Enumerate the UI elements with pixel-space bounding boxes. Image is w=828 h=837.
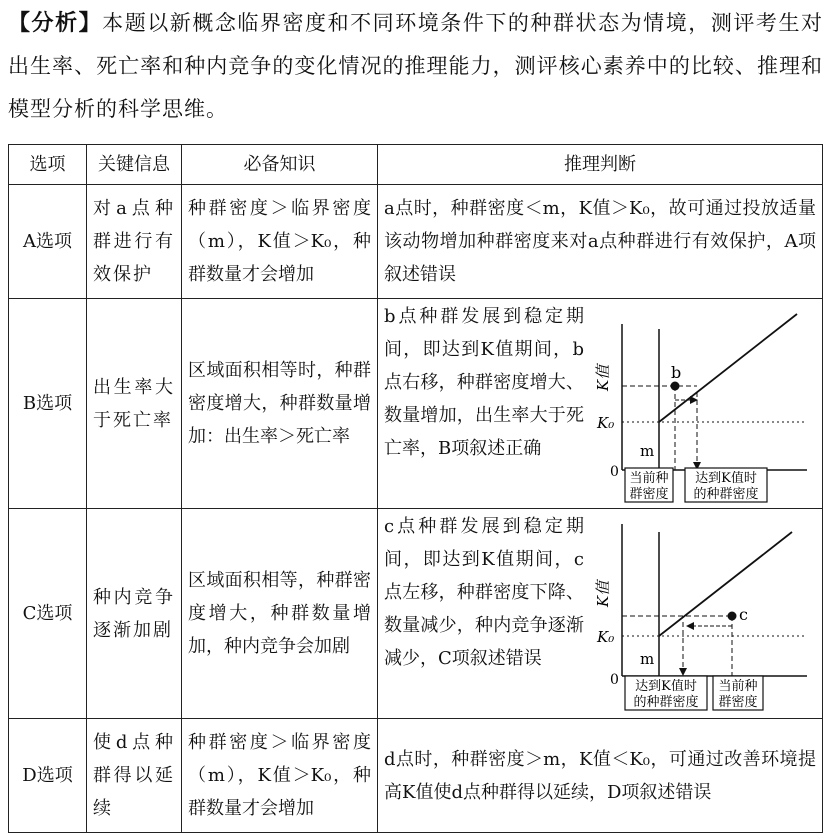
graph-c-box-left-line2: 的种群密度 xyxy=(633,694,699,710)
table-row xyxy=(9,509,823,719)
header-key-info: 关键信息 xyxy=(87,145,182,185)
row-d-knowledge: 种群密度＞临界密度（m），K值＞K₀，种群数量才会增加 xyxy=(182,719,378,833)
row-b-option: B选项 xyxy=(9,299,87,509)
analysis-table xyxy=(8,144,823,833)
row-c-option: C选项 xyxy=(9,509,87,719)
graph-b-point xyxy=(671,381,680,390)
graph-c-box-right-line2: 群密度 xyxy=(718,694,758,710)
row-b-reasoning: b点种群发展到稳定期间，即达到K值期间，b点右移，种群密度增大、数量增加，出生率大于死亡率，B项叙述正确 xyxy=(384,305,584,459)
header-option: 选项 xyxy=(9,145,87,185)
table-row xyxy=(9,719,823,833)
row-a-key: 对a点种群进行有效保护 xyxy=(87,185,182,299)
analysis-text: 本题以新概念临界密度和不同环境条件下的种群状态为情境，测评考生对出生率、死亡率和种内竞争的变化情况的推理能力，测评核心素养中的比较、推理和模型分析的科学思维。 xyxy=(8,11,823,121)
graph-b-point-label: b xyxy=(671,362,682,382)
graph-b-k0-label: K₀ xyxy=(597,413,615,432)
row-b-reasoning-cell xyxy=(378,299,823,509)
header-knowledge: 必备知识 xyxy=(182,145,378,185)
header-reasoning: 推理判断 xyxy=(378,145,823,185)
analysis-tag: 【分析】 xyxy=(8,11,103,36)
graph-b-box-right-line2: 的种群密度 xyxy=(693,486,759,502)
graph-c-origin: 0 xyxy=(610,671,619,688)
graph-c-y-label: K值 xyxy=(594,580,612,607)
row-a-reasoning: a点时，种群密度＜m，K值＞K₀，故可通过投放适量该动物增加种群密度来对a点种群进行有效保护，A项叙述错误 xyxy=(378,185,823,299)
graph-b-box-left-line2: 群密度 xyxy=(629,486,669,502)
graph-c-box-right-line1: 当前种 xyxy=(718,678,758,694)
graph-c-point-label: c xyxy=(739,604,748,624)
row-a-knowledge: 种群密度＞临界密度（m），K值＞K₀，种群数量才会增加 xyxy=(182,185,378,299)
graph-b-box-right-line1: 达到K值时 xyxy=(695,470,757,486)
row-d-option: D选项 xyxy=(9,719,87,833)
row-a-option: A选项 xyxy=(9,185,87,299)
graph-c-arrow-head xyxy=(679,668,687,676)
graph-c-k0-label: K₀ xyxy=(597,627,615,646)
row-d-reasoning: d点时，种群密度＞m，K值＜K₀，可通过改善环境提高K值使d点种群得以延续，D项叙述错误 xyxy=(378,719,823,833)
row-c-reasoning-cell xyxy=(378,509,823,719)
row-b-key: 出生率大于死亡率 xyxy=(87,299,182,509)
row-c-knowledge: 区域面积相等，种群密度增大，种群数量增加，种内竞争会加剧 xyxy=(182,509,378,719)
graph-c xyxy=(592,514,812,714)
graph-b-origin: 0 xyxy=(610,463,619,480)
graph-b-box-left-line1: 当前种 xyxy=(629,470,669,486)
graph-c-shift-head xyxy=(686,622,694,630)
table-row xyxy=(9,185,823,299)
graph-c-k-line xyxy=(659,532,792,636)
row-c-reasoning: c点种群发展到稳定期间，即达到K值期间，c点左移，种群密度下降、数量减少，种内竞争逐渐减少，C项叙述错误 xyxy=(384,515,584,669)
table-header-row xyxy=(9,145,823,185)
graph-c-box-left-line1: 达到K值时 xyxy=(635,678,697,694)
graph-c-point xyxy=(728,611,737,620)
row-c-key: 种内竞争逐渐加剧 xyxy=(87,509,182,719)
row-d-key: 使d点种群得以延续 xyxy=(87,719,182,833)
graph-c-m-label: m xyxy=(640,649,655,668)
graph-b-m-label: m xyxy=(640,441,655,460)
graph-b xyxy=(592,304,812,504)
table-row xyxy=(9,299,823,509)
graph-b-y-label: K值 xyxy=(594,364,612,391)
analysis-paragraph xyxy=(8,2,823,131)
row-b-knowledge: 区域面积相等时，种群密度增大，种群数量增加：出生率＞死亡率 xyxy=(182,299,378,509)
